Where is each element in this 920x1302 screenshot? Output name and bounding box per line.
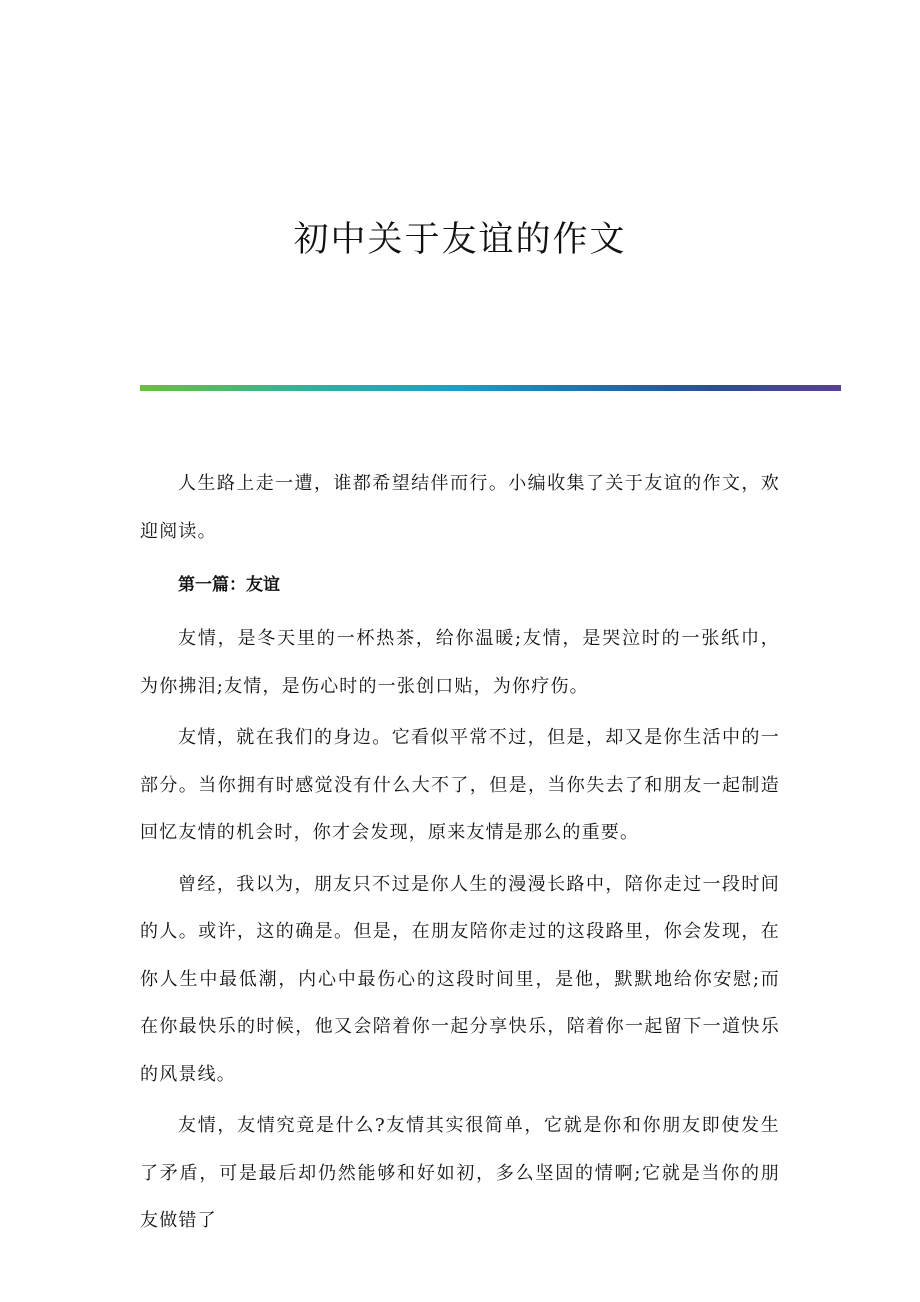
body-paragraph: 友情，是冬天里的一杯热茶，给你温暖;友情，是哭泣时的一张纸巾，为你拂泪;友情，是伤心时的一张创口贴，为你疗伤。: [140, 628, 780, 697]
title-divider: [140, 385, 841, 391]
document-body: [140, 460, 780, 1249]
body-paragraph: 友情，就在我们的身边。它看似平常不过，但是，却又是你生活中的一部分。当你拥有时感觉没有什么大不了，但是，当你失去了和朋友一起制造回忆友情的机会时，你才会发现，原来友情是那么的重要。: [140, 727, 780, 843]
section-heading: 第一篇：友谊: [178, 575, 280, 595]
body-paragraph: 曾经，我以为，朋友只不过是你人生的漫漫长路中，陪你走过一段时间的人。或许，这的确是。但是，在朋友陪你走过的这段路里，你会发现，在你人生中最低潮，内心中最伤心的这段时间里，是他，默默地给你安慰;而在你最快乐的时候，他又会陪着你一起分享快乐，陪着你一起留下一道快乐的风景线。: [140, 873, 780, 1085]
body-paragraph: 友情，友情究竟是什么?友情其实很简单，它就是你和你朋友即使发生了矛盾，可是最后却仍然能够和好如初，多么坚固的情啊;它就是当你的朋友做错了: [140, 1115, 780, 1231]
intro-paragraph: 人生路上走一遭，谁都希望结伴而行。小编收集了关于友谊的作文，欢迎阅读。: [140, 473, 780, 542]
page-title: 初中关于友谊的作文: [293, 220, 627, 260]
